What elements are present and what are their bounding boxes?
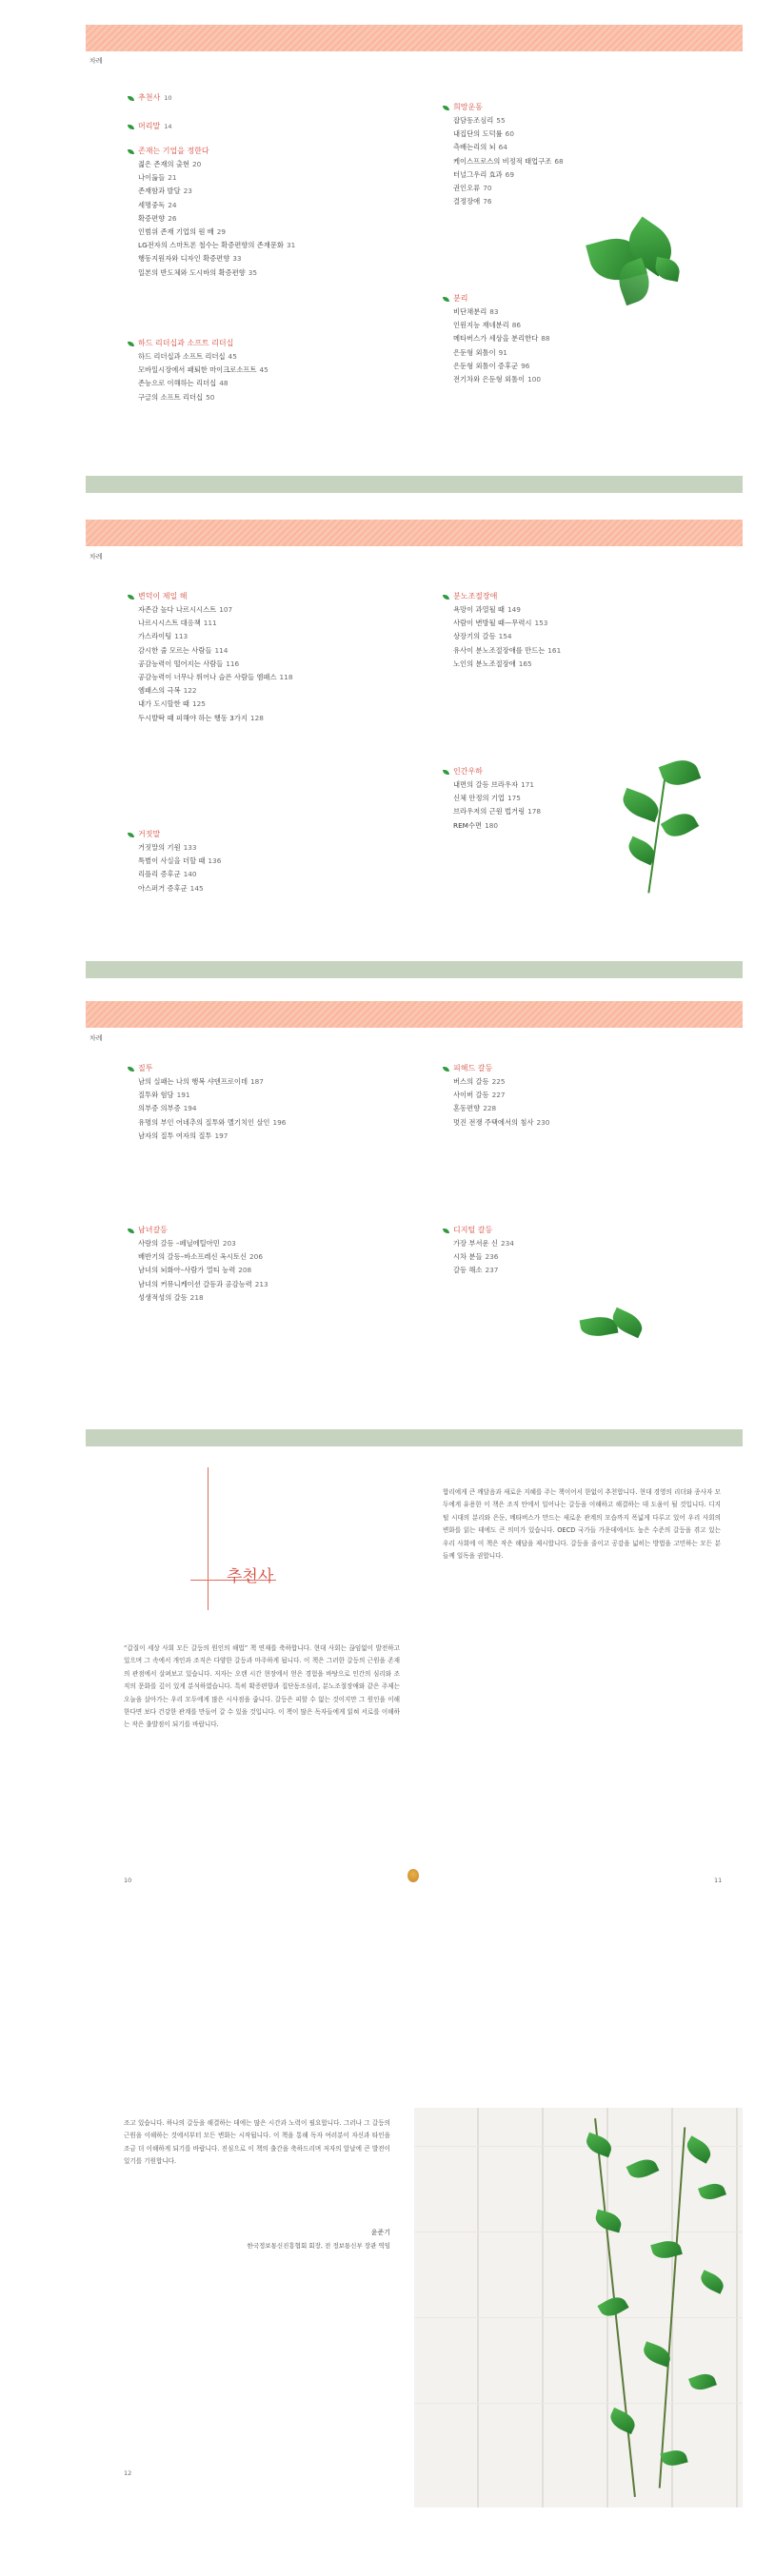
toc-entry[interactable] <box>443 658 561 671</box>
leaf-bullet-icon <box>128 833 134 837</box>
toc-entry-title: 엠패스의 극복 <box>138 686 181 696</box>
toc-entry-page: 237 <box>485 1266 499 1275</box>
toc-entry-page: 234 <box>500 1239 514 1248</box>
page-number-right: 11 <box>714 1877 723 1884</box>
toc-entry[interactable] <box>443 1075 549 1089</box>
toc-entry-page: 228 <box>483 1104 497 1113</box>
toc-entry[interactable] <box>443 644 561 658</box>
toc-entry-page: 76 <box>483 197 492 206</box>
leaf-bullet-icon <box>443 106 449 110</box>
toc-section-title: 피해드 갈등 <box>443 1062 549 1075</box>
foreword-spread <box>86 1458 743 1934</box>
toc-entry[interactable] <box>443 603 561 617</box>
toc-entry-page: 33 <box>232 254 242 264</box>
toc-entry-title: 자존감 높다 나르시시스트 <box>138 605 217 614</box>
leaf-bullet-icon <box>128 96 134 101</box>
toc-entry-title: 남의 실패는 나의 행복 샤덴프로이데 <box>138 1077 248 1086</box>
toc-entry-page: 29 <box>216 227 227 237</box>
toc-section <box>128 590 292 725</box>
toc-entry[interactable] <box>128 1250 268 1264</box>
toc-entry-title: 내집단의 도덕률 <box>453 129 503 139</box>
toc-entry[interactable] <box>443 128 564 141</box>
toc-entry-title: 유사이 분노조절장애를 만드는 <box>453 645 546 655</box>
toc-spread-2 <box>86 499 743 917</box>
toc-label: 차례 <box>89 553 103 560</box>
toc-entry-title: 거짓말의 기원 <box>138 843 181 852</box>
toc-entry-title: 터널그우리 효과 <box>453 169 503 179</box>
toc-entry-title: 혼동편향 <box>453 1104 481 1113</box>
toc-entry[interactable] <box>128 364 268 377</box>
toc-entry-title: 상장기의 갈등 <box>453 632 496 641</box>
toc-entry[interactable] <box>128 1116 286 1130</box>
toc-entry-page: 21 <box>168 173 177 183</box>
toc-entry-title: LG전자의 스마트폰 철수는 확증편향의 존재문화 <box>138 241 284 250</box>
toc-entry[interactable] <box>443 141 564 154</box>
green-divider-band <box>86 1429 743 1446</box>
toc-entry[interactable] <box>128 684 292 698</box>
toc-entry[interactable] <box>443 1250 514 1264</box>
toc-entry[interactable] <box>128 658 292 671</box>
toc-section-title: 희망운동 <box>443 101 564 114</box>
toc-entry-page: 225 <box>491 1077 506 1086</box>
toc-entry-title: 인범위 존재 기업의 원 배 <box>138 227 214 237</box>
toc-entry-page: 197 <box>214 1131 229 1140</box>
toc-entry-title: 사랑의 갈등 –페닐에틸아민 <box>138 1239 220 1248</box>
toc-entry[interactable] <box>443 819 541 833</box>
green-sprig-image <box>614 756 700 898</box>
leaf-bullet-icon <box>443 770 449 775</box>
toc-entry-title: 갈등 해소 <box>453 1266 483 1275</box>
toc-entry[interactable] <box>443 346 550 360</box>
toc-entry-page: 136 <box>208 856 222 866</box>
toc-entry[interactable] <box>128 226 295 239</box>
toc-entry-title: 구글의 소프트 리더십 <box>138 392 204 402</box>
toc-entry[interactable] <box>128 212 295 226</box>
toc-section <box>128 828 221 895</box>
toc-entry-title: 질투와 험담 <box>138 1091 174 1100</box>
toc-entry-page: 196 <box>272 1117 287 1127</box>
toc-entry-page: 35 <box>248 267 257 277</box>
toc-entry-page: 118 <box>279 673 293 682</box>
toc-entry-title: 남녀의 뇌화아–사람가 멀티 능력 <box>138 1266 236 1275</box>
toc-entry-title: 전기차와 은둔형 외톨이 <box>453 375 526 384</box>
toc-label: 차례 <box>89 1034 103 1042</box>
toc-entry[interactable] <box>443 182 564 195</box>
toc-entry-title: 젊은 존재의 출현 <box>138 160 189 168</box>
toc-section <box>443 292 550 386</box>
toc-entry[interactable] <box>128 350 268 364</box>
toc-entry[interactable] <box>128 841 221 855</box>
toc-entry-title: 공감능력이 떨어지는 사람들 <box>138 659 224 668</box>
toc-entry[interactable] <box>443 360 550 373</box>
toc-section-title: 분리 <box>443 292 550 305</box>
toc-entry-page: 88 <box>541 334 550 344</box>
toc-entry-title: 권인오류 <box>453 184 481 193</box>
toc-entry-title: 멋진 전쟁 주택에서의 침사 <box>453 1117 534 1127</box>
toc-entry-title: 모바일시장에서 패퇴한 마이크로소프트 <box>138 365 257 375</box>
toc-entry-title: 공감능력이 너무나 뛰어나 슬픈 사람들 엠패스 <box>138 673 277 682</box>
toc-section <box>128 1224 268 1305</box>
toc-entry-title: 내가 도시할한 때 <box>138 699 189 709</box>
toc-spread-1 <box>86 19 743 447</box>
toc-entry-title: 메타버스가 세상을 분리한다 <box>453 334 539 344</box>
toc-entry-title: 남녀의 커뮤니케이션 갈등과 공감능력 <box>138 1279 252 1288</box>
leaf-bullet-icon <box>443 595 449 600</box>
toc-entry-title: 세명중독 <box>138 200 166 209</box>
toc-entry-page: 191 <box>176 1091 190 1100</box>
toc-entry-page: 96 <box>521 361 530 370</box>
toc-entry[interactable] <box>443 155 564 168</box>
toc-entry[interactable] <box>443 114 564 128</box>
toc-entry[interactable] <box>443 630 561 643</box>
toc-entry-page: 91 <box>498 347 507 357</box>
peach-header-band <box>86 25 743 51</box>
toc-entry-page: 133 <box>183 843 197 852</box>
toc-entry-title: 결정장애 <box>453 197 481 206</box>
toc-section-title: 존재는 기업을 정한다 <box>128 145 295 158</box>
toc-entry-page: 20 <box>191 160 202 168</box>
toc-entry[interactable] <box>443 1116 549 1130</box>
toc-entry-title: 존능으로 이해하는 리더십 <box>138 379 217 388</box>
toc-single-preface[interactable]: 머리말 14 <box>128 120 171 133</box>
toc-section-title: 분노조절장애 <box>443 590 561 603</box>
toc-entry-page: 161 <box>547 645 562 655</box>
toc-entry-title: 나이듦들 <box>138 173 166 183</box>
toc-entry[interactable] <box>443 1089 549 1102</box>
toc-entry-title: 감시한 줄 모르는 사람들 <box>138 645 212 655</box>
toc-entry-page: 165 <box>518 659 532 668</box>
toc-entry[interactable] <box>128 630 292 643</box>
toc-entry-page: 69 <box>505 169 514 179</box>
toc-entry-title: 리플리 증후군 <box>138 870 181 879</box>
toc-entry-page: 218 <box>189 1292 204 1302</box>
toc-entry-page: 149 <box>507 605 521 614</box>
toc-entry-page: 70 <box>483 184 492 193</box>
toc-entry[interactable] <box>443 805 541 818</box>
toc-entry-page: 107 <box>219 605 233 614</box>
toc-entry-page: 114 <box>214 645 229 655</box>
toc-entry-page: 175 <box>507 794 521 803</box>
toc-label: 차례 <box>89 57 103 65</box>
toc-section-title: 변덕이 제일 해 <box>128 590 292 603</box>
toc-entry-title: 두시발딱 때 피해야 하는 행동 3가지 <box>138 713 248 722</box>
toc-entry[interactable] <box>128 1237 268 1250</box>
toc-entry[interactable] <box>443 617 561 630</box>
toc-entry-title: 하드 리더십과 소프트 리더십 <box>138 352 226 361</box>
leaf-bullet-icon <box>128 1229 134 1233</box>
toc-entry-page: 187 <box>250 1077 264 1086</box>
toc-entry-page: 125 <box>191 699 206 709</box>
toc-entry-page: 153 <box>534 619 548 628</box>
toc-entry-title: 노인의 분노조절장애 <box>453 659 516 668</box>
toc-entry-title: 일본의 반도체와 도시바의 확증편향 <box>138 267 246 277</box>
toc-entry-title: 인원지능 재네분리 <box>453 321 509 330</box>
toc-entry-title: 사이버 갈등 <box>453 1091 489 1100</box>
toc-entry-title: 아스퍼거 증후군 <box>138 883 188 893</box>
toc-entry[interactable] <box>128 1075 286 1089</box>
leaf-bullet-icon <box>128 1067 134 1072</box>
toc-entry[interactable] <box>128 1089 286 1102</box>
toc-entry-page: 203 <box>222 1239 236 1248</box>
toc-entry-title: 특별이 사실을 더할 때 <box>138 856 206 866</box>
toc-entry-page: 24 <box>168 200 177 209</box>
closing-text: 조고 있습니다. 하나의 갈등을 해결하는 데에는 많은 시간과 노력이 필요합니다. 그러나 그 갈등의 근원을 이해하는 것에서부터 모든 변화는 시작됩니다. 이 책을 통해 독자 여러분이 자신과 타인을 조금 더 이해하게 되기를 바랍니다. 진심으로 이 책의 출간을 축하드리며 저자의 앞날에 큰 발전이 있기를 기원합니다. <box>124 2119 390 2166</box>
toc-entry[interactable] <box>128 855 221 868</box>
toc-entry[interactable] <box>128 185 295 198</box>
toc-entry-title: 잡담동조심리 <box>453 116 494 125</box>
toc-entry-page: 128 <box>249 713 264 722</box>
toc-entry[interactable] <box>443 1237 514 1250</box>
toc-entry[interactable] <box>128 1130 286 1143</box>
green-leaf-pair-image <box>581 1308 647 1346</box>
toc-entry[interactable] <box>128 617 292 630</box>
peach-header-band <box>86 1001 743 1028</box>
toc-entry-page: 68 <box>554 156 564 166</box>
toc-section <box>128 145 295 280</box>
toc-section <box>443 590 561 671</box>
leaf-bullet-icon <box>128 125 134 129</box>
toc-entry-page: 45 <box>228 352 237 361</box>
foreword-vertical-rule <box>208 1467 209 1610</box>
leaf-bullet-icon <box>443 1067 449 1072</box>
toc-entry-title: 배반기의 갈등–바소프레신 옥시토신 <box>138 1252 248 1262</box>
toc-entry-page: 111 <box>203 619 217 628</box>
toc-entry-page: 194 <box>183 1104 197 1113</box>
toc-entry-title: 가장 부서운 신 <box>453 1239 498 1248</box>
toc-entry[interactable] <box>128 1102 286 1115</box>
toc-entry-title: 남자의 질투 여자의 질투 <box>138 1131 212 1140</box>
toc-single-foreword[interactable]: 추천사 10 <box>128 91 171 105</box>
toc-section <box>443 1062 549 1130</box>
toc-entry[interactable] <box>443 792 541 805</box>
toc-entry[interactable] <box>128 239 295 252</box>
toc-entry-title: 버스의 갈등 <box>453 1077 489 1086</box>
foreword-right-text: 합리에게 큰 깨달음과 새로운 지혜를 주는 책이어서 한없이 추천합니다. 현대 경영의 리더와 종사자 모두에게 유용한 이 책은 조직 안에서 일어나는 갈등을 이해하고 해결하는 데 도움이 될 것입니다. 디지털 시대의 분리와 은둔, 메타버스가 만드는 새로운 관계의 모습까지 폭넓게 다루고 있어 우리 사회의 변화를 읽는 데에도 큰 의미가 있습니다. OECD 국가들 가운데에서도 높은 수준의 갈등을 겪고 있는 우리 사회에 이 책은 작은 해답을 제시합니다. 갈등을 줄이고 공감을 넓히는 방법을 고민하는 모든 분들께 일독을 권합니다. <box>443 1488 721 1561</box>
toc-entry-page: 180 <box>485 820 499 830</box>
toc-entry-title: 내면의 갈등 브라우자 <box>453 780 519 789</box>
toc-entry-title: 브라우저의 근원 법거링 <box>453 807 526 816</box>
toc-entry-page: 227 <box>491 1091 506 1100</box>
toc-entry[interactable] <box>443 1264 514 1277</box>
toc-entry-title: 측배는리의 뇌 <box>453 143 496 152</box>
toc-entry-title: 성생적성의 갈등 <box>138 1292 188 1302</box>
toc-entry-page: 116 <box>226 659 240 668</box>
toc-entry[interactable] <box>443 319 550 332</box>
green-leaves-image <box>581 219 686 314</box>
toc-entry-page: 64 <box>498 143 507 152</box>
toc-entry-page: 236 <box>485 1252 499 1262</box>
toc-entry[interactable] <box>443 778 541 792</box>
toc-entry-title: 케이스프로스의 비정적 태업구조 <box>453 156 552 166</box>
toc-entry[interactable] <box>128 644 292 658</box>
toc-entry[interactable] <box>128 252 295 265</box>
toc-entry[interactable] <box>443 305 550 319</box>
publisher-logo <box>407 1869 419 1882</box>
toc-entry-page: 178 <box>527 807 542 816</box>
toc-entry-title: 나르시시스트 대응책 <box>138 619 201 628</box>
closing-affiliation: 한국정보통신진흥협회 회장, 전 정보통신부 장관 역임 <box>247 2242 390 2250</box>
toc-entry-page: 100 <box>527 375 542 384</box>
toc-entry-page: 208 <box>238 1266 252 1275</box>
toc-section <box>128 337 268 404</box>
toc-entry-page: 86 <box>511 321 522 330</box>
toc-entry-page: 122 <box>183 686 197 696</box>
toc-entry[interactable] <box>128 199 295 212</box>
toc-entry-page: 113 <box>174 632 189 641</box>
toc-entry[interactable] <box>443 195 564 208</box>
toc-spread-3 <box>86 984 743 1393</box>
toc-entry-title: 의부증 의부증 <box>138 1104 181 1113</box>
toc-entry[interactable] <box>443 168 564 182</box>
toc-entry-page: 83 <box>489 307 499 316</box>
toc-entry-title: 유명의 부인 어네추의 질투와 멜기치인 살인 <box>138 1117 270 1127</box>
toc-entry-page: 45 <box>259 365 268 375</box>
closing-author: 윤준기 <box>370 2229 390 2236</box>
toc-section <box>443 1224 514 1278</box>
page-number: 12 <box>124 2469 132 2477</box>
toc-entry-title: 은둔형 외톨이 <box>453 347 496 357</box>
toc-entry-title: 은둔형 외톨이 증후군 <box>453 361 519 370</box>
toc-entry-title: 확증편향 <box>138 213 166 223</box>
toc-entry[interactable] <box>128 1278 268 1291</box>
toc-entry-page: 171 <box>521 780 535 789</box>
green-divider-band <box>86 476 743 493</box>
toc-entry[interactable] <box>128 868 221 881</box>
wood-leaves-photo <box>414 2108 743 2507</box>
toc-entry[interactable] <box>128 158 295 171</box>
toc-entry[interactable] <box>128 377 268 390</box>
toc-section <box>443 101 564 208</box>
toc-section-title: 남녀갈등 <box>128 1224 268 1237</box>
toc-entry-title: 존재함과 발달 <box>138 187 181 196</box>
toc-entry[interactable] <box>128 1291 268 1305</box>
toc-entry[interactable] <box>443 1102 549 1115</box>
toc-entry-title: 욕망이 과열될 때 <box>453 605 505 614</box>
toc-entry[interactable] <box>443 332 550 345</box>
toc-entry-page: 55 <box>496 116 506 125</box>
peach-header-band <box>86 520 743 546</box>
toc-entry-page: 145 <box>189 883 204 893</box>
toc-section-title: 질투 <box>128 1062 286 1075</box>
toc-entry-title: 비단채분리 <box>453 307 487 316</box>
foreword-left-text: “갑질이 세상 사회 모든 갈등의 원인의 해법” 책 연재를 축하합니다. 현대 사회는 끊임없이 발전하고 있으며 그 속에서 개인과 조직은 다양한 갈등과 마주하게 됩니다. 이 책은 그러한 갈등의 근원을 존재의 관점에서 살펴보고 있습니다. 저자는 오랜 시간 현장에서 얻은 경험을 바탕으로 인간의 심리와 조직의 문화를 깊이 있게 분석하였습니다. 특히 확증편향과 집단동조심리, 분노조절장애와 같은 주제는 오늘을 살아가는 우리 모두에게 많은 시사점을 줍니다. 갈등은 피할 수 없는 것이지만 그 원인을 이해한다면 보다 건강한 관계를 만들어 갈 수 있을 것입니다. 이 책이 많은 독자들에게 읽혀 서로를 이해하는 작은 출발점이 되기를 바랍니다. <box>124 1644 400 1729</box>
leaf-bullet-icon <box>128 342 134 346</box>
toc-entry[interactable] <box>443 373 550 386</box>
toc-entry[interactable] <box>128 882 221 895</box>
toc-entry-title: REM수면 <box>453 820 483 830</box>
page-number-left: 10 <box>124 1877 132 1884</box>
toc-entry[interactable] <box>128 1264 268 1277</box>
toc-entry-page: 140 <box>183 870 197 879</box>
toc-entry[interactable] <box>128 671 292 684</box>
leaf-bullet-icon <box>128 149 134 154</box>
toc-entry[interactable] <box>128 712 292 725</box>
toc-entry-page: 154 <box>498 632 512 641</box>
toc-entry-title: 시차 분들 <box>453 1252 483 1262</box>
toc-entry-page: 31 <box>286 241 296 250</box>
leaf-bullet-icon <box>128 595 134 600</box>
toc-entry-page: 26 <box>168 213 177 223</box>
foreword-title: 추천사 <box>227 1567 274 1586</box>
toc-section-title: 인간우하 <box>443 765 541 778</box>
toc-entry-page: 48 <box>219 379 229 388</box>
green-divider-band <box>86 961 743 978</box>
toc-entry[interactable] <box>128 698 292 711</box>
toc-section-title: 하드 리더십과 소프트 리더십 <box>128 337 268 350</box>
toc-entry-title: 가스라이팅 <box>138 632 172 641</box>
toc-entry-page: 60 <box>505 129 514 139</box>
leaf-bullet-icon <box>443 1229 449 1233</box>
leaf-bullet-icon <box>443 297 449 302</box>
toc-entry-page: 230 <box>536 1117 550 1127</box>
toc-entry[interactable] <box>128 266 295 280</box>
toc-section <box>128 1062 286 1143</box>
toc-entry-page: 206 <box>249 1252 263 1262</box>
toc-section-title: 디지털 갈등 <box>443 1224 514 1237</box>
toc-entry-title: 행동지원자와 디자인 확증편향 <box>138 254 230 264</box>
toc-entry[interactable] <box>128 391 268 404</box>
toc-entry-page: 213 <box>254 1279 268 1288</box>
toc-entry-page: 23 <box>183 187 192 196</box>
toc-section <box>443 765 541 833</box>
toc-entry-title: 신체 안정의 기업 <box>453 794 505 803</box>
toc-entry-title: 사람이 변방될 때—무력시 <box>453 619 532 628</box>
toc-section-title: 거짓말 <box>128 828 221 841</box>
toc-entry-page: 50 <box>206 392 215 402</box>
toc-entry[interactable] <box>128 171 295 185</box>
toc-entry[interactable] <box>128 603 292 617</box>
